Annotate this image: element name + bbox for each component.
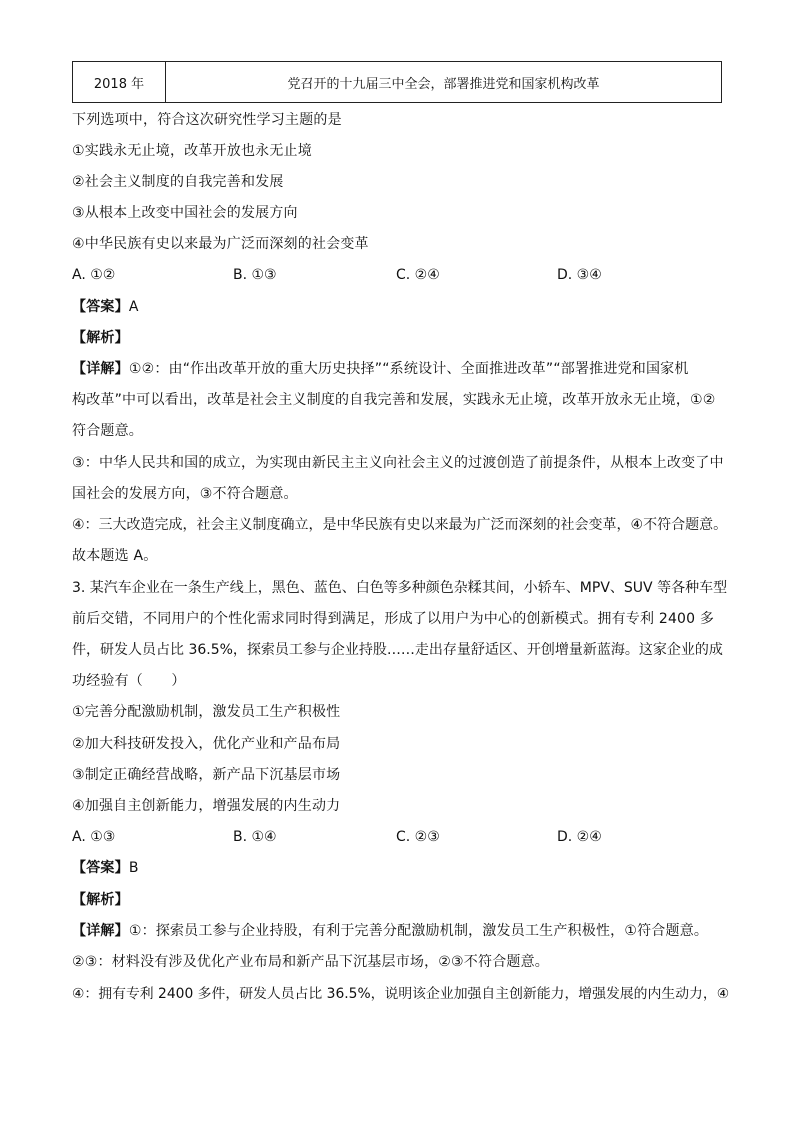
analysis-tag: 【解析】 (72, 330, 129, 346)
option-c: C. ②④ (396, 267, 440, 283)
choice-item: ④中华民族有史以来最为广泛而深刻的社会变革 (72, 236, 369, 252)
choice-item: ④加强自主创新能力，增强发展的内生动力 (72, 798, 341, 814)
detail-line (72, 359, 689, 379)
detail-line: 故本题选 A。 (72, 548, 158, 564)
answer-tag: 【答案】 (72, 860, 129, 876)
choice-item: ③从根本上改变中国社会的发展方向 (72, 205, 298, 221)
detail-line: ④：拥有专利 2400 多件，研发人员占比 36.5%，说明该企业加强自主创新能力，增强发展的内生动力，④ (72, 986, 730, 1002)
question-stem: 前后交错，不同用户的个性化需求同时得到满足，形成了以用户为中心的创新模式。拥有专利 2400 多 (72, 611, 715, 627)
question-stem: 功经验有（ ） (72, 673, 186, 689)
choice-item: ②社会主义制度的自我完善和发展 (72, 174, 284, 190)
detail-text: ①：探索员工参与企业持股，有利于完善分配激励机制，激发员工生产积极性，①符合题意。 (128, 923, 709, 939)
detail-tag: 【详解】 (72, 361, 129, 377)
choice-item: ①完善分配激励机制，激发员工生产积极性 (72, 704, 341, 720)
detail-line: 构改革”中可以看出，改革是社会主义制度的自我完善和发展，实践永无止境，改革开放永无止境，①② (72, 392, 716, 408)
option-b: B. ①④ (233, 829, 277, 845)
detail-line: 符合题意。 (72, 423, 143, 439)
detail-line: 国社会的发展方向，③不符合题意。 (72, 486, 298, 502)
choice-item: ①实践永无止境，改革开放也永无止境 (72, 143, 312, 159)
option-d: D. ②④ (557, 829, 602, 845)
table-row (73, 62, 722, 103)
option-a: A. ①② (72, 267, 116, 283)
answer-value: A (128, 299, 139, 315)
detail-line: ④：三大改造完成，社会主义制度确立，是中华民族有史以来最为广泛而深刻的社会变革，④不符合题意。 (72, 517, 728, 533)
table-cell-event: 党召开的十九届三中全会，部署推进党和国家机构改革 (166, 62, 722, 103)
answer-value: B (128, 860, 139, 876)
option-a: A. ①③ (72, 829, 116, 845)
detail-text: ①②：由“作出改革开放的重大历史抉择”“系统设计、全面推进改革”“部署推进党和国家机 (128, 361, 689, 377)
question-stem: 3. 某汽车企业在一条生产线上，黑色、蓝色、白色等多种颜色杂糅其间，小轿车、MPV、SUV 等各种车型 (72, 580, 728, 596)
answer-line (72, 297, 139, 317)
option-d: D. ③④ (557, 267, 602, 283)
question-stem: 件，研发人员占比 36.5%，探索员工参与企业持股……走出存量舒适区、开创增量新蓝海。这家企业的成 (72, 642, 723, 658)
question-stem: 下列选项中，符合这次研究性学习主题的是 (72, 112, 342, 128)
detail-line: ③：中华人民共和国的成立，为实现由新民主主义向社会主义的过渡创造了前提条件，从根本上改变了中 (72, 455, 724, 471)
detail-line: ②③：材料没有涉及优化产业布局和新产品下沉基层市场，②③不符合题意。 (72, 954, 550, 970)
table-cell-year: 2018 年 (73, 62, 166, 103)
choice-item: ③制定正确经营战略，新产品下沉基层市场 (72, 767, 341, 783)
option-b: B. ①③ (233, 267, 277, 283)
detail-tag: 【详解】 (72, 923, 129, 939)
option-c: C. ②③ (396, 829, 440, 845)
choice-item: ②加大科技研发投入，优化产业和产品布局 (72, 736, 341, 752)
detail-line (72, 921, 708, 941)
analysis-tag: 【解析】 (72, 892, 129, 908)
answer-tag: 【答案】 (72, 299, 129, 315)
answer-line (72, 858, 139, 878)
history-table (72, 61, 722, 103)
